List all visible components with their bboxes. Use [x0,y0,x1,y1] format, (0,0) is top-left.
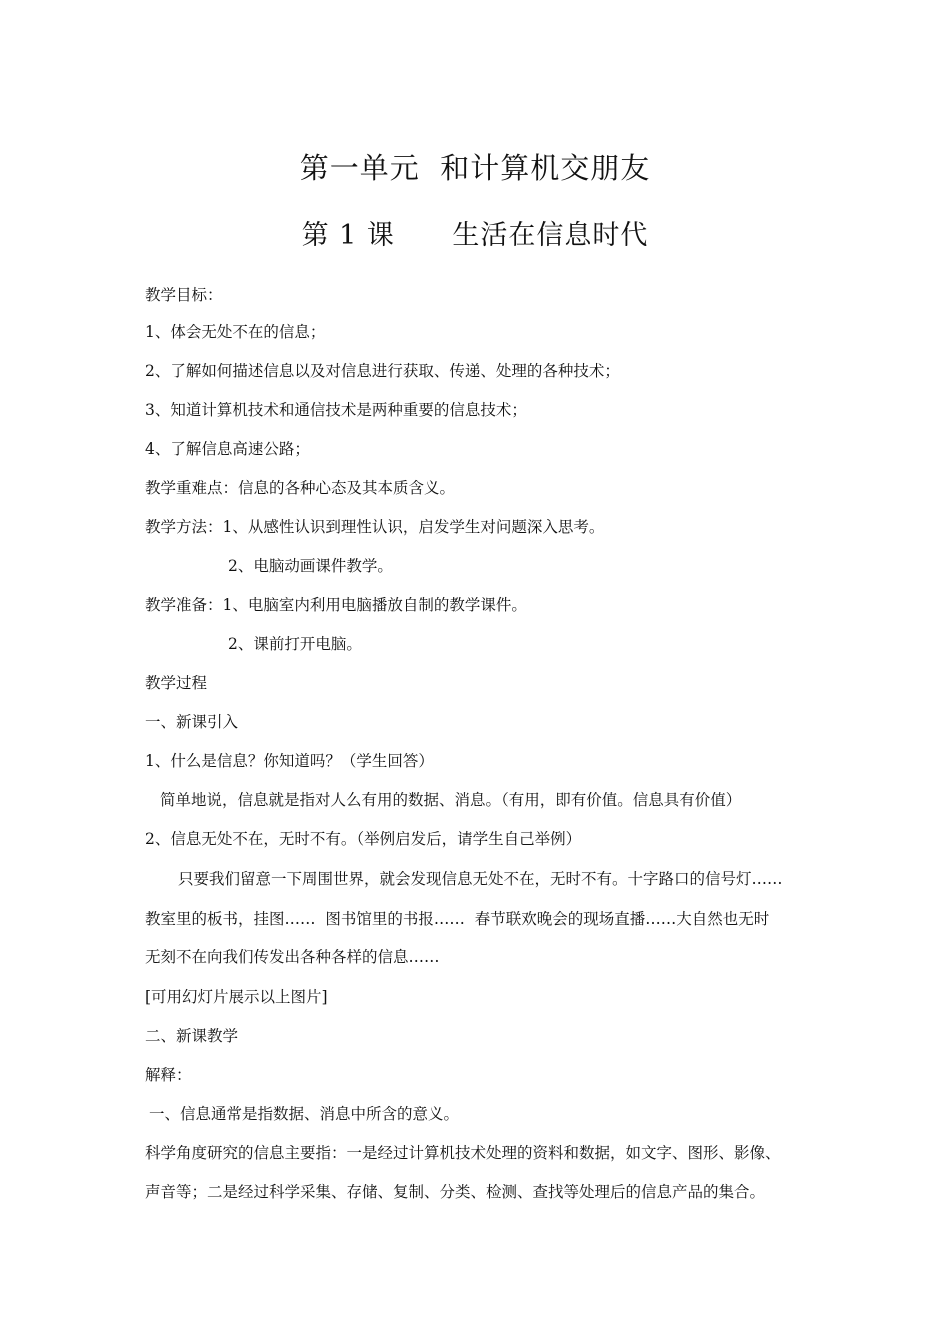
paragraph-line: 科学角度研究的信息主要指：一是经过计算机技术处理的资料和数据，如文字、图形、影像、 [145,1144,781,1162]
section-heading: 一、新课引入 [145,713,239,731]
goal-item: 1、体会无处不在的信息； [145,323,326,341]
question-line: 1、什么是信息？你知道吗？（学生回答） [145,752,434,770]
answer-line: 简单地说，信息就是指对人么有用的数据、消息。（有用，即有价值。信息具有价值） [160,791,742,809]
paragraph-line: 只要我们留意一下周围世界，就会发现信息无处不在，无时不有。十字路口的信号灯…… [178,870,783,888]
prep-line: 2、课前打开电脑。 [228,635,362,653]
goal-item: 4、了解信息高速公路； [145,440,310,458]
section-heading: 二、新课教学 [145,1027,239,1045]
explain-heading: 解释： [145,1066,192,1084]
process-heading: 教学过程 [145,674,208,692]
key-points: 教学重难点：信息的各种心态及其本质含义。 [145,479,456,497]
goal-item: 3、知道计算机技术和通信技术是两种重要的信息技术； [145,401,527,419]
paragraph-line: 声音等；二是经过科学采集、存储、复制、分类、检测、查找等处理后的信息产品的集合。 [145,1183,766,1201]
question-line: 2、信息无处不在，无时不有。（举例启发后，请学生自己举例） [145,830,582,848]
definition-line: 一、信息通常是指数据、消息中所含的意义。 [149,1105,460,1123]
paragraph-line: 无刻不在向我们传发出各种各样的信息…… [145,948,440,966]
lesson-title: 第 1 课 生活在信息时代 [301,220,649,251]
method-line: 2、电脑动画课件教学。 [228,557,393,575]
prep-line: 教学准备：1、电脑室内利用电脑播放自制的教学课件。 [145,596,527,614]
unit-title: 第一单元 和计算机交朋友 [299,151,651,185]
paragraph-line: 教室里的板书，挂图…… 图书馆里的书报…… 春节联欢晚会的现场直播……大自然也无时 [145,910,770,928]
goals-heading: 教学目标： [145,286,223,304]
slide-note: [可用幻灯片展示以上图片] [145,988,328,1006]
method-line: 教学方法：1、从感性认识到理性认识，启发学生对问题深入思考。 [145,518,605,536]
goal-item: 2、了解如何描述信息以及对信息进行获取、传递、处理的各种技术； [145,362,620,380]
